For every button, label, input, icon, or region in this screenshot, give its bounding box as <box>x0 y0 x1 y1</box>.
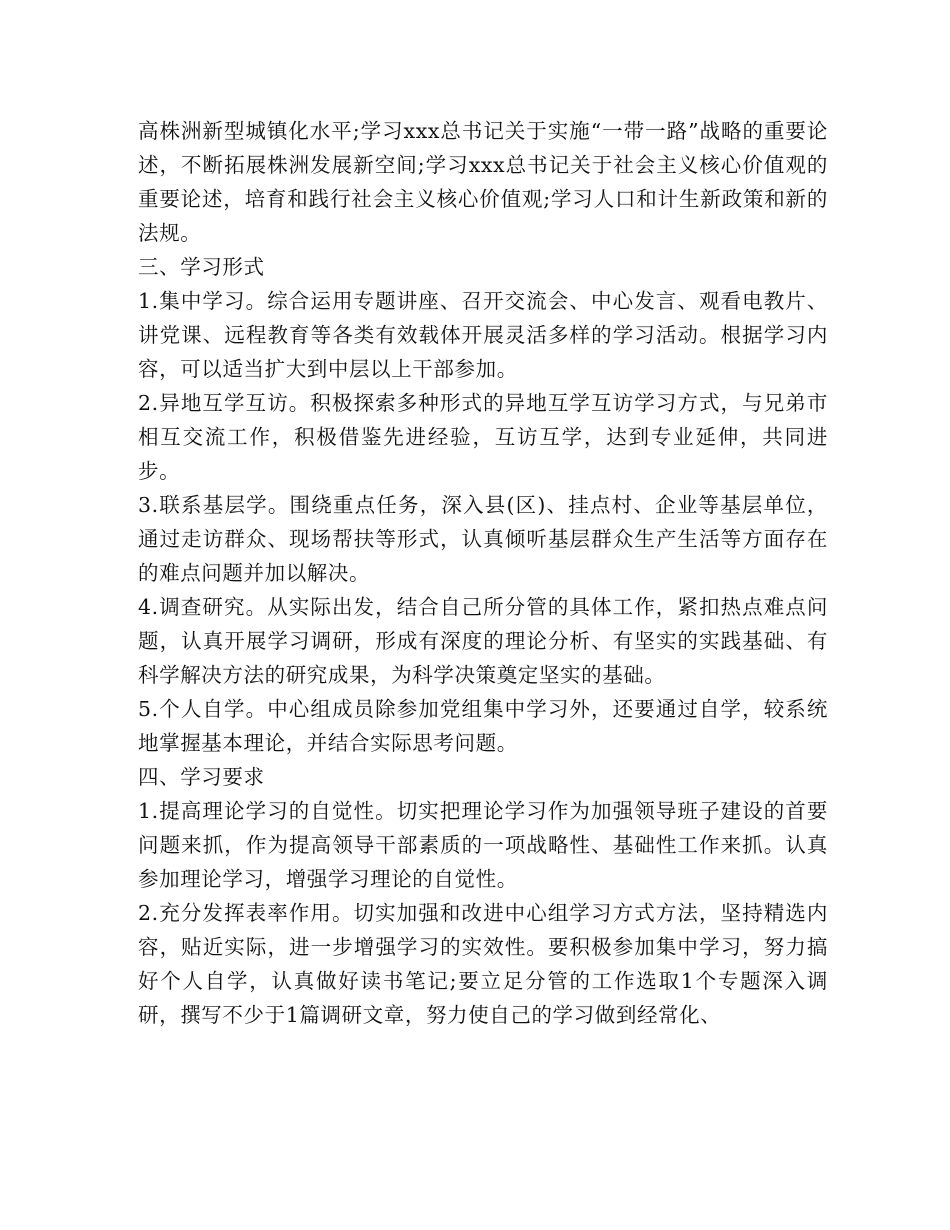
paragraph-centralized-learning: 1.集中学习。综合运用专题讲座、召开交流会、中心发言、观看电教片、讲党课、远程教育等各类有效载体开展灵活多样的学习活动。根据学习内容，可以适当扩大到中层以上干部参加。 <box>138 289 828 381</box>
section-heading-learning-forms: 三、学习形式 <box>138 255 265 279</box>
paragraph-continuation: 高株洲新型城镇化水平;学习xxx总书记关于实施“一带一路”战略的重要论述，不断拓展株洲发展新空间;学习xxx总书记关于社会主义核心价值观的重要论述，培育和践行社会主义核心价值观;学习人口和计生新政策和新的法规。 <box>138 119 828 245</box>
document-body <box>138 114 828 1032</box>
paragraph-exchange-visits: 2.异地互学互访。积极探索多种形式的异地互学互访学习方式，与兄弟市相互交流工作，积极借鉴先进经验，互访互学，达到专业延伸，共同进步。 <box>138 391 828 483</box>
paragraph-self-study: 5.个人自学。中心组成员除参加党组集中学习外，还要通过自学，较系统地掌握基本理论，并结合实际思考问题。 <box>138 697 828 755</box>
paragraph-grassroots-learning: 3.联系基层学。围绕重点任务，深入县(区)、挂点村、企业等基层单位，通过走访群众、现场帮扶等形式，认真倾听基层群众生产生活等方面存在的难点问题并加以解决。 <box>138 493 828 585</box>
paragraph-exemplary-role: 2.充分发挥表率作用。切实加强和改进中心组学习方式方法，坚持精选内容，贴近实际，进一步增强学习的实效性。要积极参加集中学习，努力搞好个人自学，认真做好读书笔记;要立足分管的工作选取1个专题深入调研，撰写不少于1篇调研文章，努力使自己的学习做到经常化、 <box>138 901 828 1027</box>
paragraph-self-awareness: 1.提高理论学习的自觉性。切实把理论学习作为加强领导班子建设的首要问题来抓，作为提高领导干部素质的一项战略性、基础性工作来抓。认真参加理论学习，增强学习理论的自觉性。 <box>138 799 828 891</box>
section-heading-learning-requirements: 四、学习要求 <box>138 765 265 789</box>
paragraph-research: 4.调查研究。从实际出发，结合自己所分管的具体工作，紧扣热点难点问题，认真开展学习调研，形成有深度的理论分析、有坚实的实践基础、有科学解决方法的研究成果，为科学决策奠定坚实的基础。 <box>138 595 828 687</box>
